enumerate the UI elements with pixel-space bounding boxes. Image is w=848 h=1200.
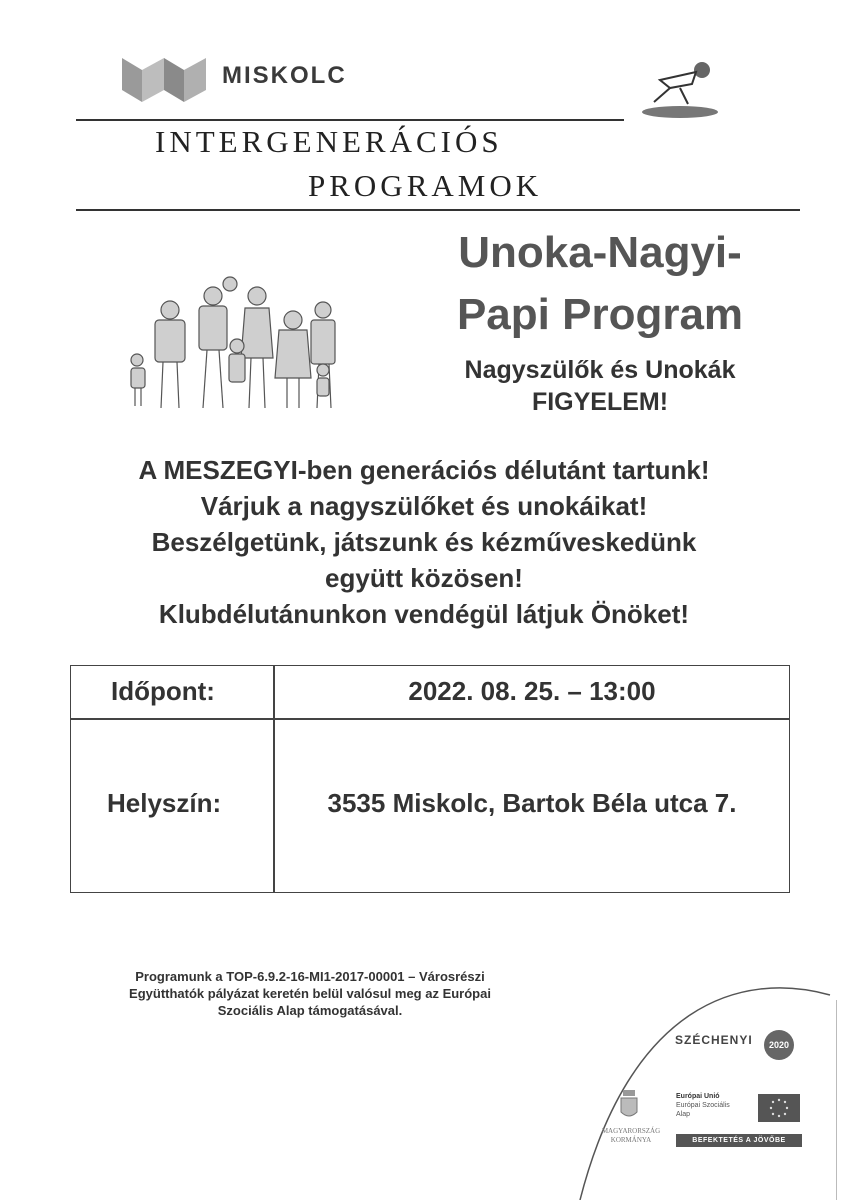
szechenyi-text: SZÉCHENYI (675, 1033, 753, 1047)
logo-text: MISKOLC (222, 62, 347, 89)
miskolc-logo-icon (122, 50, 206, 104)
hungarian-crest-icon (618, 1088, 640, 1122)
time-value: 2022. 08. 25. – 13:00 (408, 676, 656, 706)
subtitle-line1: Nagyszülők és Unokák (464, 356, 736, 384)
body-line: Beszélgetünk, játszunk és kézműveskedünk (151, 527, 697, 557)
eu-flag-icon (758, 1094, 800, 1122)
subtitle (420, 354, 780, 418)
title-line1: Unoka-Nagyi- (458, 228, 742, 277)
family-illustration-icon (125, 268, 355, 418)
invitation-text (60, 452, 788, 632)
header-rule-top (76, 119, 624, 121)
funding-arc (540, 975, 848, 1200)
footer-line: Szociális Alap támogatásával. (217, 1003, 403, 1018)
body-line: Várjuk a nagyszülőket és unokáikat! (200, 491, 648, 521)
info-table (70, 665, 790, 893)
gov-line1: MAGYARORSZÁG (601, 1127, 661, 1135)
skateboarder-icon (640, 58, 720, 124)
gov-line2: KORMÁNYA (610, 1136, 652, 1144)
table-divider-horizontal (71, 718, 789, 720)
government-label (596, 1127, 666, 1145)
footer-line: Programunk a TOP-6.9.2-16-MI1-2017-00001 – Városrészi (135, 969, 485, 984)
program-title (425, 222, 775, 346)
body-line: A MESZEGYI-ben generációs délutánt tartunk! (138, 455, 710, 485)
funding-note (90, 968, 530, 1019)
eu-slogan-bar: BEFEKTETÉS A JÖVŐBE (676, 1134, 802, 1147)
title-line2: Papi Program (456, 290, 744, 339)
subtitle-line2: FIGYELEM! (531, 388, 669, 416)
place-value: 3535 Miskolc, Bartok Béla utca 7. (327, 788, 737, 818)
footer-line: Együtthatók pályázat keretén belül valósul meg az Európai (129, 986, 491, 1001)
eu-line3: Alap (676, 1111, 691, 1118)
eu-line1: Európai Unió (676, 1093, 720, 1100)
heading-line2: PROGRAMOK (308, 168, 543, 203)
body-line: Klubdélutánunkon vendégül látjuk Önöket! (158, 599, 690, 629)
header-rule-bottom (76, 209, 800, 211)
eu-line2: Európai Szociális (676, 1102, 730, 1109)
body-line: együtt közösen! (325, 563, 523, 593)
heading-line1: INTERGENERÁCIÓS (155, 124, 503, 159)
page-edge-line (836, 1000, 837, 1200)
time-label: Időpont: (111, 676, 215, 706)
szechenyi-year-badge: 2020 (764, 1030, 794, 1060)
eu-label (676, 1092, 730, 1119)
place-label: Helyszín: (107, 788, 222, 818)
